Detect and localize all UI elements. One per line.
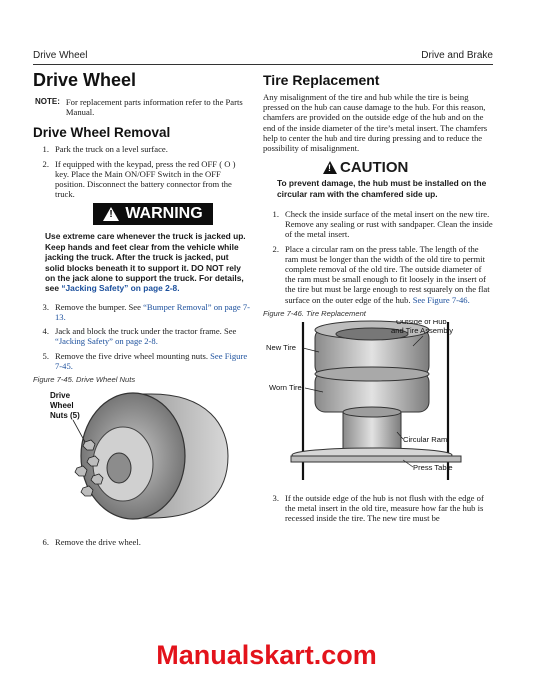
step-text [55, 326, 251, 346]
step-number: 3. [42, 301, 49, 312]
jacking-safety-link[interactable]: “Jacking Safety” on page 2-8. [61, 283, 180, 294]
warning-label: WARNING [125, 205, 203, 223]
right-step-2 [263, 244, 493, 305]
step-3 [33, 302, 251, 322]
jacking-safety-link-2[interactable]: “Jacking Safety” on page 2-8. [55, 336, 158, 347]
intro-paragraph: Any misalignment of the tire and hub while the tire is being pressed on the hub can cause damage to the hub. For this reason, chamfers are provided on the outside edge of the hub and on the end of the inside diameter of the tire’s metal insert. The chamfers help to center the hub and tire during pressing and to reduce the possibility of misalignment. [263, 92, 488, 154]
warning-text [45, 231, 247, 293]
watermark-brand: Manualskart.com [156, 640, 377, 670]
tire-replacement-illustration [263, 320, 493, 488]
step-6 [33, 537, 251, 547]
header-rule [33, 64, 493, 65]
bumper-removal-link[interactable]: “Bumper Removal” on page 7-13. [55, 301, 250, 323]
step-4 [33, 326, 251, 346]
step-body: Remove the five drive wheel mounting nuts. [55, 350, 208, 361]
step-text [55, 351, 251, 371]
right-column [263, 68, 493, 527]
step-2 [33, 159, 251, 200]
circular-ram-label: Circular Ram [403, 434, 448, 444]
figure-7-46-link[interactable]: See Figure 7-46. [412, 294, 470, 305]
step-number: 2. [42, 158, 49, 169]
step-text [55, 302, 251, 322]
running-header-left: Drive Wheel [33, 50, 88, 61]
step-number: 1. [272, 209, 279, 220]
leader-line [73, 420, 85, 442]
drive-wheel-nuts-label: Drive Wheel Nuts (5) [50, 391, 80, 421]
step-text: If equipped with the keypad, press the red OFF ( O ) key. Place the Main ON/OFF Switch in the OFF position. Disconnect the battery connector from the truck. [55, 158, 236, 200]
note [33, 97, 251, 117]
figure-7-45-link[interactable]: See Figure 7-45. [55, 350, 248, 371]
step-number: 6. [42, 537, 49, 548]
section-title-removal: Drive Wheel Removal [33, 125, 171, 141]
warning-body: Use extreme care whenever the truck is jacked up. Keep hands and feet clear from the vehicle while jacking the truck. After the truck is jacked, put solid blocks beneath it to support it. DO NOT rely on the jack alone to support the truck. For details, see [45, 231, 246, 294]
figure-tire-replacement [263, 320, 493, 493]
step-1 [33, 144, 251, 154]
step-text: Check the inside surface of the metal insert on the new tire. Remove any sealing or rust with sandpaper. Clean the inside of the metal insert. [285, 209, 493, 240]
step-text: If the outside edge of the hub is not flush with the edge of the metal insert in the old tire, measure how far the hub is recessed inside the tire. The new tire must be [285, 492, 484, 524]
step-number: 3. [272, 492, 279, 503]
step-body: Place a circular ram on the press table. The length of the ram must be longer than the width of the old tire to permit complete removal of the old tire. The outside diameter of the ram must be small enough to fit loosely in the insert of the tire but must be large enough to rest squarely on the flat surface on the outer edge of the hub. [285, 243, 490, 305]
step-body: Remove the bumper. See [55, 301, 141, 312]
press-table-label: Press Table [413, 462, 453, 472]
note-text: For replacement parts information refer to the Parts Manual. [65, 97, 243, 118]
page-title: Drive Wheel [33, 70, 137, 90]
warning-icon [103, 207, 119, 221]
step-text: Remove the drive wheel. [55, 537, 141, 548]
note-label: NOTE: [35, 97, 60, 106]
caution-banner [323, 159, 493, 176]
running-header-right: Drive and Brake [421, 50, 493, 61]
step-text [285, 244, 493, 305]
figure-caption-7-45: Figure 7-45. Drive Wheel Nuts [33, 375, 136, 385]
outside-hub-label: Outside of Hub and Tire Assembly [391, 319, 454, 335]
step-text: Park the truck on a level surface. [55, 144, 168, 155]
section-title-tire: Tire Replacement [263, 72, 380, 88]
caution-label: CAUTION [340, 159, 409, 177]
right-step-1 [263, 209, 493, 240]
figure-drive-wheel [33, 386, 251, 531]
step-number: 2. [272, 243, 279, 254]
drive-wheel-illustration [33, 386, 251, 526]
right-step-3 [263, 493, 493, 524]
caution-icon [323, 161, 337, 174]
step-body: Jack and block the truck under the tractor frame. See [55, 326, 237, 337]
step-number: 1. [42, 144, 49, 155]
step-5 [33, 351, 251, 371]
left-column [33, 68, 251, 551]
caution-text: To prevent damage, the hub must be installed on the circular ram with the chamfered side up. [277, 178, 487, 199]
figure-caption-7-46: Figure 7-46. Tire Replacement [263, 308, 366, 318]
new-tire-label: New Tire [266, 342, 296, 352]
step-number: 5. [42, 350, 49, 361]
warning-banner [93, 203, 213, 225]
worn-tire-label: Worn Tire [269, 382, 302, 392]
step-number: 4. [42, 326, 49, 337]
